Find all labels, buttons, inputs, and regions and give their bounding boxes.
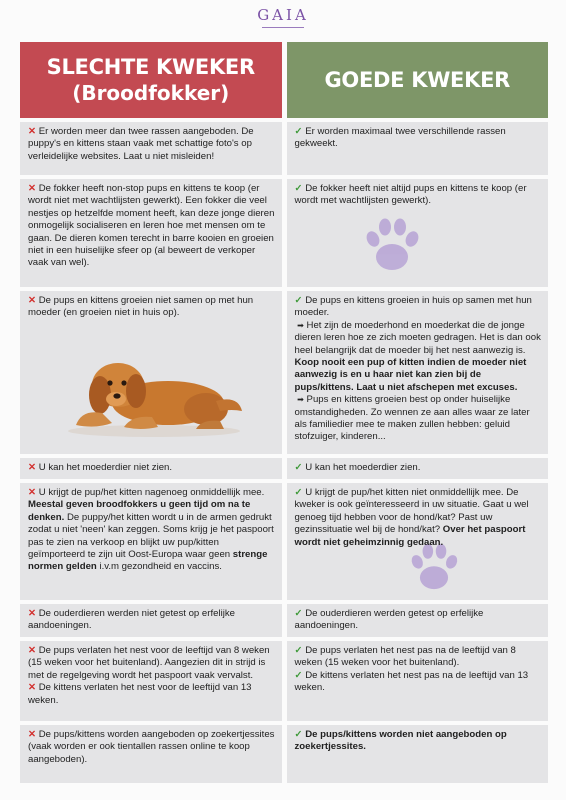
bad-cell (20, 179, 282, 287)
comparison-row (20, 291, 548, 454)
logo-underline (262, 27, 304, 28)
check-mark-icon: ✓ (294, 608, 303, 619)
bad-text: De pups en kittens groeien niet samen op met hun moeder (en groeien niet in huis op). (28, 295, 254, 319)
good-text-bold: Over het paspoort wordt niet geheimzinnig gedaan. (294, 524, 526, 548)
bad-text-bold: strenge normen gelden (28, 549, 268, 573)
bad-breeder-header (20, 42, 282, 118)
good-cell (287, 458, 549, 479)
bad-header-subtitle: (Broodfokker) (72, 81, 230, 105)
bad-cell (20, 122, 282, 175)
comparison-row (20, 179, 548, 287)
check-mark-icon: ✓ (294, 645, 303, 656)
paw-print-icon (359, 213, 425, 279)
bad-cell (20, 725, 282, 783)
good-text: U kan het moederdier zien. (305, 462, 421, 473)
good-text: De kittens verlaten het nest pas na de leeftijd van 13 weken. (294, 669, 529, 694)
bad-text: U kan het moederdier niet zien. (38, 462, 173, 473)
comparison-row (20, 458, 548, 479)
good-text: U krijgt de pup/het kitten niet onmiddellijk mee. De kweker is ook geïnteresseerd in uw situatie. Gaat u wel genoeg tijd hebben voor de hond/kat? Past uw gezinssituatie wel bij de hond/kat? (294, 487, 529, 536)
arrow-right-icon: ➡ (297, 320, 304, 330)
bad-cell (20, 641, 282, 721)
good-text: Pups en kittens groeien best op onder huiselijke omstandigheden. Zo wennen ze aan alles waar ze later als familiedier mee te maken zullen hebben: geluid stofzuiger, kinderen... (294, 394, 530, 443)
cross-mark-icon: ✕ (28, 126, 37, 137)
good-text: De pups en kittens groeien in huis op samen met hun moeder. (294, 295, 532, 319)
cross-mark-icon: ✕ (28, 608, 37, 619)
bad-cell (20, 483, 282, 600)
bad-cell (20, 291, 282, 454)
comparison-table (20, 42, 548, 783)
bad-header-title: SLECHTE KWEKER (46, 55, 255, 79)
bad-text: De pups/kittens worden aangeboden op zoekertjessites (vaak worden er ook tientallen rassen online te koop aangeboden). (28, 729, 275, 765)
header-row (20, 42, 548, 118)
good-breeder-header (287, 42, 549, 118)
cross-mark-icon: ✕ (28, 729, 37, 740)
good-text: Er worden maximaal twee verschillende rassen gekweekt. (294, 126, 506, 150)
good-cell (287, 291, 549, 454)
bad-text: De kittens verlaten het nest voor de leeftijd van 13 weken. (28, 682, 252, 706)
cross-mark-icon: ✕ (28, 183, 37, 194)
good-cell (287, 725, 549, 783)
check-mark-icon: ✓ (294, 729, 303, 740)
good-cell (287, 179, 549, 287)
puppy-photo (56, 339, 246, 439)
bad-text: De pups verlaten het nest voor de leeftijd van 8 weken (15 weken voor het buitenland). Aangezien dit in strijd is met de regelgeving wordt het paspoort vaak vervalst. (28, 645, 270, 681)
comparison-row (20, 122, 548, 175)
bad-text: i.v.m gezondheid en vaccins. (99, 561, 222, 573)
cross-mark-icon: ✕ (28, 487, 37, 498)
bad-cell (20, 458, 282, 479)
cross-mark-icon: ✕ (28, 295, 37, 306)
check-mark-icon: ✓ (294, 126, 303, 137)
comparison-row (20, 725, 548, 783)
bad-text-bold: Meestal geven broodfokkers u geen tijd om na te denken. (28, 499, 251, 523)
bad-cell (20, 604, 282, 637)
check-mark-icon: ✓ (294, 487, 303, 498)
good-header-title: GOEDE KWEKER (324, 68, 510, 92)
good-text: De fokker heeft niet altijd pups en kittens te koop (er wordt met wachtlijsten gewerkt). (294, 183, 527, 207)
arrow-right-icon: ➡ (297, 395, 304, 405)
bad-text: Er worden meer dan twee rassen aangeboden. De puppy's en kittens staan vaak met schattige foto's op verleidelijke websites. Laat u niet misleiden! (28, 126, 254, 162)
gaia-logo: GAIA (257, 6, 309, 24)
bad-text: De ouderdieren werden niet getest op erfelijke aandoeningen. (28, 608, 235, 632)
check-mark-icon: ✓ (294, 669, 303, 681)
cross-mark-icon: ✕ (28, 645, 37, 656)
good-text: Het zijn de moederhond en moederkat die de jonge dieren leren hoe ze zich moeten gedragen. Het is dan ook heel belangrijk dat de moeder bij het nest aanwezig is. (294, 319, 541, 356)
bad-text: U krijgt de pup/het kitten nagenoeg onmiddellijk mee. (38, 487, 265, 498)
good-text-bold: De pups/kittens worden niet aangeboden op zoekertjessites. (294, 729, 507, 753)
comparison-row (20, 483, 548, 600)
good-cell (287, 641, 549, 721)
comparison-row (20, 604, 548, 637)
good-cell (287, 483, 549, 600)
good-cell (287, 122, 549, 175)
cross-mark-icon: ✕ (28, 682, 37, 694)
good-text: De ouderdieren werden getest op erfelijke aandoeningen. (294, 608, 484, 632)
good-text-bold: Koop nooit een pup of kitten indien de moeder niet aanwezig is en u haar niet kan zien bij de pups/kittens. Laat u niet afschepen met excuses. (294, 357, 527, 393)
comparison-row (20, 641, 548, 721)
bad-text: De fokker heeft non-stop pups en kittens te koop (er wordt niet met wachtlijsten gewerkt). Een fokker die veel nestjes op hetzelfde moment heeft, kan deze jonge dieren onmogelijk socialiseren en leren hoe met mensen om te gaan. De dieren komen terecht in barre kooien en groeien niet in een huiselijke sfeer op (al beweert de verkoper vaak van wel). (28, 183, 275, 269)
good-cell (287, 604, 549, 637)
good-text: De pups verlaten het nest pas na de leeftijd van 8 weken (15 weken voor het buitenland). (294, 645, 516, 669)
bad-text: De puppy/het kitten wordt u in de armen gedrukt zodat u niet 'neen' kan zeggen. Soms krijg je het paspoort pas te zien na verkoop en blijkt uw pup/kitten geïmporteerd te zijn uit Oost-Europa waar geen (28, 511, 274, 561)
check-mark-icon: ✓ (294, 183, 303, 194)
check-mark-icon: ✓ (294, 295, 303, 306)
check-mark-icon: ✓ (294, 462, 303, 473)
cross-mark-icon: ✕ (28, 462, 37, 473)
